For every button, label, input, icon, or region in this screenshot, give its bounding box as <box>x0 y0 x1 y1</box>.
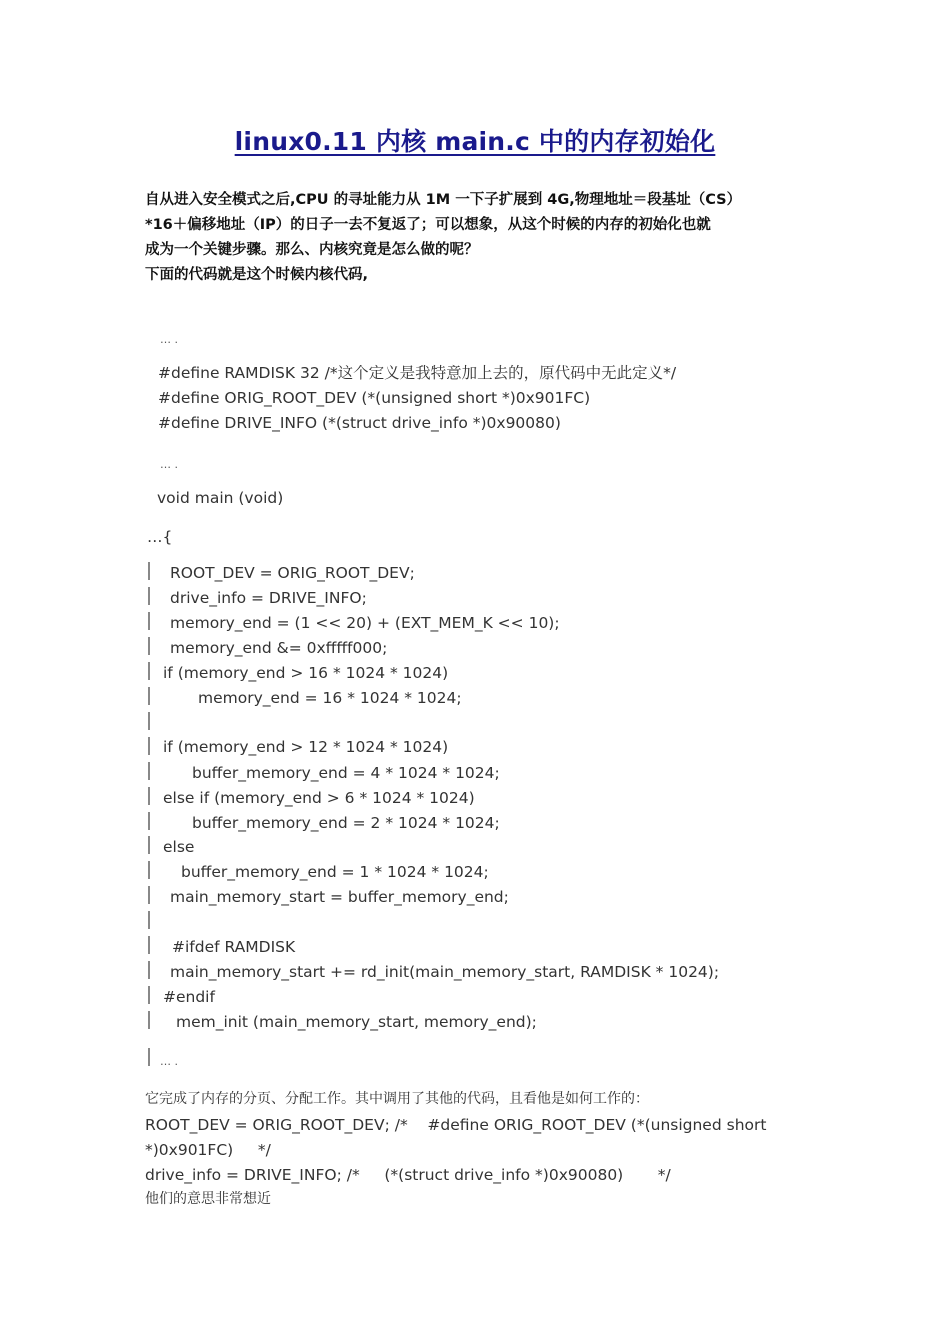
margin-bar <box>148 587 150 605</box>
code-line: …{ <box>147 528 173 546</box>
explanation-line: *)0x901FC) */ <box>145 1141 271 1159</box>
margin-bar <box>148 961 150 979</box>
margin-bar <box>148 836 150 854</box>
code-line: else if (memory_end > 6 * 1024 * 1024) <box>163 789 475 807</box>
code-line: … . <box>160 333 178 346</box>
code-line: buffer_memory_end = 1 * 1024 * 1024; <box>181 863 489 881</box>
explanation-line: 他们的意思非常想近 <box>145 1191 271 1207</box>
margin-bar <box>148 762 150 780</box>
explanation-line: ROOT_DEV = ORIG_ROOT_DEV; /* #define ORIG_ROOT_DEV (*(unsigned short <box>145 1116 767 1134</box>
code-line: if (memory_end > 12 * 1024 * 1024) <box>163 738 449 756</box>
intro-line: 成为一个关键步骤。那么、内核究竟是怎么做的呢？ <box>145 242 479 258</box>
code-line: #ifdef RAMDISK <box>172 938 296 956</box>
intro-line: 自从进入安全模式之后,CPU 的寻址能力从 1M 一下子扩展到 4G,物理地址＝段基址（CS） <box>145 192 742 208</box>
margin-bar <box>148 911 150 929</box>
code-line: #endif <box>163 988 215 1006</box>
intro-line: 下面的代码就是这个时候内核代码, <box>145 267 369 283</box>
code-line: main_memory_start = buffer_memory_end; <box>170 888 509 906</box>
margin-bar <box>148 637 150 655</box>
code-line: else <box>163 838 195 856</box>
code-line: drive_info = DRIVE_INFO; <box>170 589 367 607</box>
margin-bar <box>148 986 150 1004</box>
explanation-line: 它完成了内存的分页、分配工作。其中调用了其他的代码，且看他是如何工作的： <box>145 1091 649 1107</box>
margin-bar <box>148 687 150 705</box>
margin-bar <box>148 562 150 580</box>
margin-bar <box>148 662 150 680</box>
code-line: memory_end &= 0xfffff000; <box>170 639 388 657</box>
margin-bar <box>148 886 150 904</box>
margin-bar <box>148 812 150 830</box>
margin-bar <box>148 1048 150 1066</box>
code-line: if (memory_end > 16 * 1024 * 1024) <box>163 664 449 682</box>
code-line: #define ORIG_ROOT_DEV (*(unsigned short *)0x901FC) <box>158 389 591 407</box>
intro-line: *16＋偏移地址（IP）的日子一去不复返了；可以想象，从这个时候的内存的初始化也就 <box>145 217 711 233</box>
code-line: buffer_memory_end = 4 * 1024 * 1024; <box>192 764 500 782</box>
margin-bar <box>148 861 150 879</box>
explanation-line: drive_info = DRIVE_INFO; /* (*(struct drive_info *)0x90080) */ <box>145 1166 671 1184</box>
margin-bar <box>148 737 150 755</box>
code-line: mem_init (main_memory_start, memory_end); <box>176 1013 537 1031</box>
code-line: main_memory_start += rd_init(main_memory_start, RAMDISK * 1024); <box>170 963 720 981</box>
margin-bar <box>148 936 150 954</box>
margin-bar <box>148 787 150 805</box>
code-line: buffer_memory_end = 2 * 1024 * 1024; <box>192 814 500 832</box>
code-line: void main (void) <box>157 489 284 507</box>
margin-bar <box>148 1011 150 1029</box>
document-title: linux0.11 内核 main.c 中的内存初始化 <box>234 127 716 156</box>
code-line: #define RAMDISK 32 /*这个定义是我特意加上去的，原代码中无此定义*/ <box>158 364 677 382</box>
code-line: ROOT_DEV = ORIG_ROOT_DEV; <box>170 564 415 582</box>
code-line: memory_end = 16 * 1024 * 1024; <box>198 689 462 707</box>
intro-paragraph <box>145 188 815 288</box>
code-line: … . <box>160 1055 178 1068</box>
code-line: … . <box>160 458 178 471</box>
margin-bar <box>148 712 150 730</box>
code-line: #define DRIVE_INFO (*(struct drive_info *)0x90080) <box>158 414 561 432</box>
code-line: memory_end = (1 << 20) + (EXT_MEM_K << 10); <box>170 614 560 632</box>
margin-bar <box>148 612 150 630</box>
